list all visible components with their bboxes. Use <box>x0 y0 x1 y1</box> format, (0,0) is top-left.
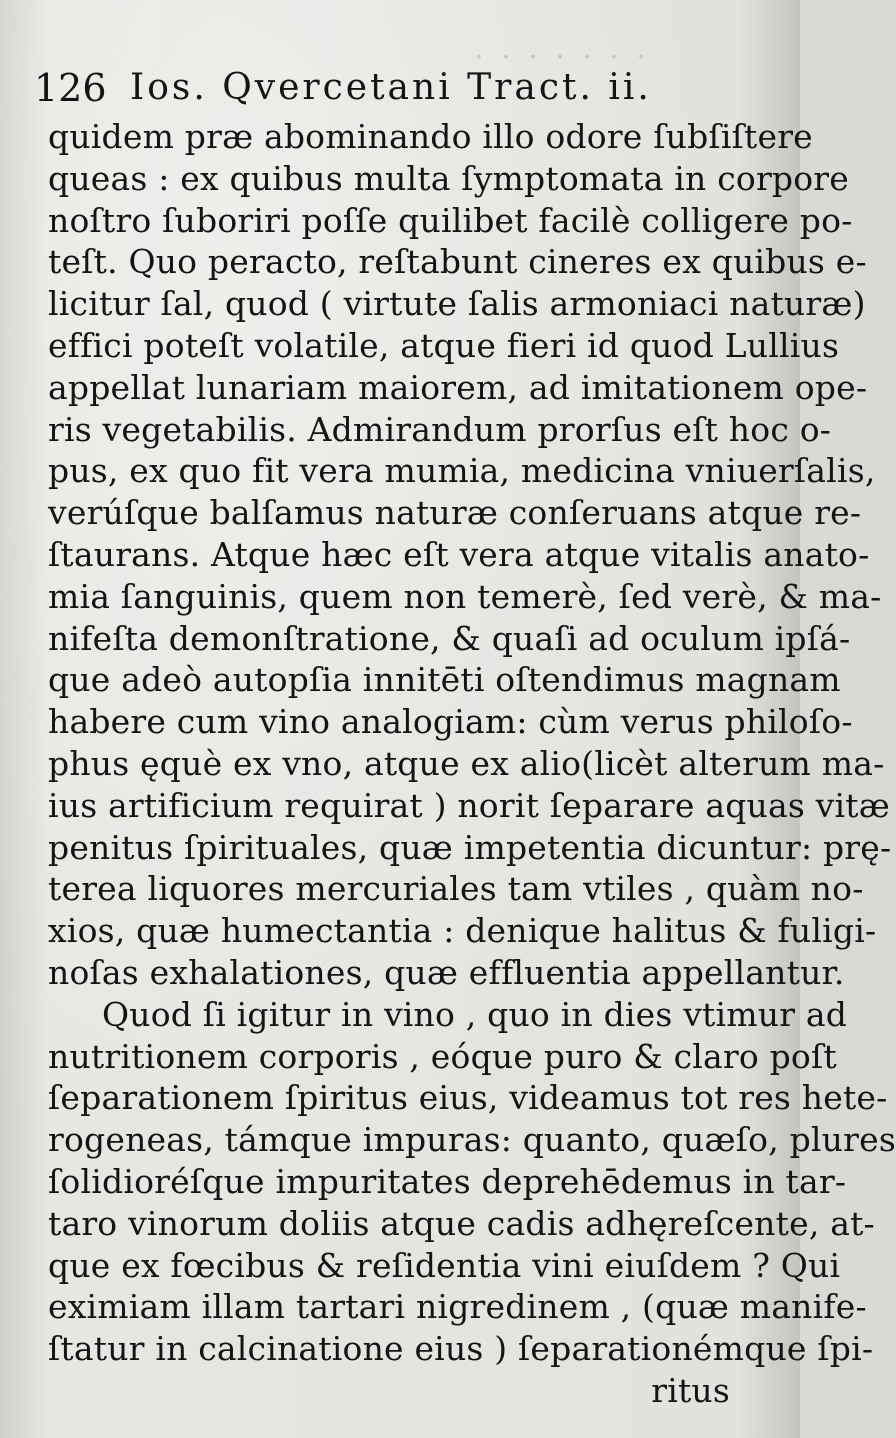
text-line: nutritionem corporis , eóque puro & claro poſt <box>48 1036 837 1076</box>
text-line: queas : ex quibus multa ſymptomata in corpore <box>48 158 850 198</box>
show-through-text: · · · · · · · <box>470 40 646 75</box>
page-number: 126 <box>34 66 107 110</box>
text-line: noſtro ſuboriri poſſe quilibet facilè colligere po- <box>48 200 853 240</box>
text-line: phus ęquè ex vno, atque ex alio(licèt alterum ma- <box>48 743 885 783</box>
text-line: licitur ſal, quod ( virtute ſalis armoniaci naturæ) <box>48 284 866 324</box>
text-line: teſt. Quo peracto, reſtabunt cineres ex quibus e- <box>48 242 867 282</box>
text-line: ſtaurans. Atque hæc eſt vera atque vitalis anato- <box>48 534 870 574</box>
catchword: ritus <box>651 1370 730 1410</box>
text-line: verúſque balſamus naturæ conſeruans atque re- <box>48 493 862 533</box>
text-line: ris vegetabilis. Admirandum prorſus eſt hoc o- <box>48 409 832 449</box>
text-line: ſeparationem ſpiritus eius, videamus tot res hete- <box>48 1078 888 1118</box>
page-header <box>34 64 774 112</box>
text-line: habere cum vino analogiam: cùm verus philoſo- <box>48 702 853 742</box>
text-line: que ex fœcibus & reſidentia vini eiuſdem ? Qui <box>48 1245 841 1285</box>
running-title: Ios. Qvercetani Tract. ii. <box>130 67 652 108</box>
text-line: que adeò autopſia innitēti oſtendimus magnam <box>48 660 841 700</box>
text-line: eximiam illam tartari nigredinem , (quæ manife- <box>48 1287 867 1327</box>
text-line: taro vinorum doliis atque cadis adhęreſcente, at- <box>48 1203 875 1243</box>
text-line: terea liquores mercuriales tam vtiles , quàm no- <box>48 869 864 909</box>
text-line: appellat lunariam maiorem, ad imitationem ope- <box>48 367 868 407</box>
text-line: mia ſanguinis, quem non temerè, ſed verè, & ma- <box>48 576 882 616</box>
body-text <box>48 116 896 1412</box>
text-line: noſas exhalationes, quæ effluentia appellantur. <box>48 952 845 992</box>
text-line: xios, quæ humectantia : denique halitus & fuligi- <box>48 911 877 951</box>
text-line: Quod ſi igitur in vino , quo in dies vtimur ad <box>102 994 848 1034</box>
text-line: quidem præ abominando illo odore ſubſiſtere <box>48 117 813 156</box>
text-line: nifeſta demonſtratione, & quaſi ad oculum ipſá- <box>48 618 851 658</box>
text-line: effici poteſt volatile, atque fieri id quod Lullius <box>48 325 840 365</box>
text-line: ſolidioréſque impuritates deprehēdemus in tar- <box>48 1161 847 1201</box>
text-line: rogeneas, támque impuras: quanto, quæſo, plures <box>48 1120 896 1160</box>
text-line: ſtatur in calcinatione eius ) ſeparationémque ſpi- <box>48 1329 874 1369</box>
text-line: penitus ſpirituales, quæ impetentia dicuntur: prę- <box>48 827 892 867</box>
text-line: ius artificium requirat ) norit ſeparare aquas vitæ <box>48 785 890 825</box>
text-line: pus, ex quo fit vera mumia, medicina vniuerſalis, <box>48 451 876 491</box>
